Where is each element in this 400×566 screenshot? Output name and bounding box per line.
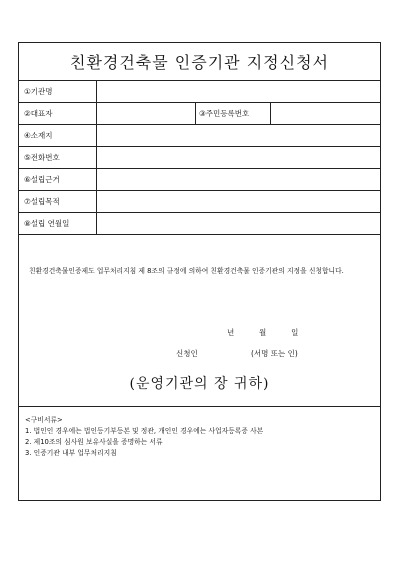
application-body [19,257,380,407]
row-purpose [19,191,380,213]
documents-header: <구비서류> [25,416,63,424]
address-field[interactable] [97,125,380,146]
org-name-label: ①기관명 [19,81,97,102]
row-address [19,125,380,147]
document-item: 2. 제10조의 심사원 보유사실을 증명하는 서류 [25,438,163,446]
legal-basis-field[interactable] [97,169,380,190]
address-label: ④소재지 [19,125,97,146]
established-field[interactable] [97,213,380,234]
row-phone [19,147,380,169]
row-representative [19,103,380,125]
form-title: 친환경건축물 인증기관 지정신청서 [19,43,380,81]
row-legal-basis [19,169,380,191]
row-org-name [19,81,380,103]
signature-note: (서명 또는 인) [251,349,298,358]
org-name-field[interactable] [97,81,380,102]
phone-field[interactable] [97,147,380,168]
legal-basis-label: ⑥설립근거 [19,169,97,190]
resident-number-field[interactable] [271,103,380,124]
document-item: 3. 인증기관 내부 업무처리지침 [25,449,117,457]
application-statement: 친환경건축물인증제도 업무처리지침 제 8조의 규정에 의하여 친환경건축물 인증기관의 지정을 신청합니다. [29,267,344,275]
date-line [227,327,298,338]
application-form [18,42,381,501]
purpose-field[interactable] [97,191,380,212]
recipient: (운영기관의 장 귀하) [129,376,270,392]
phone-label: ⑤전화번호 [19,147,97,168]
applicant-label: 신청인 [176,349,198,358]
representative-field[interactable] [97,103,195,124]
required-documents [25,415,263,459]
established-label: ⑧설립 연월일 [19,213,97,234]
resident-number-label: ③주민등록번호 [195,103,271,124]
month-label: 월 [259,328,267,337]
year-label: 년 [227,328,235,337]
row-established [19,213,380,235]
document-item: 1. 법인인 경우에는 법인등기부등본 및 정관, 개인인 경우에는 사업자등록증 사본 [25,427,264,435]
representative-label: ②대표자 [19,103,97,124]
day-label: 일 [291,328,299,337]
purpose-label: ⑦설립목적 [19,191,97,212]
